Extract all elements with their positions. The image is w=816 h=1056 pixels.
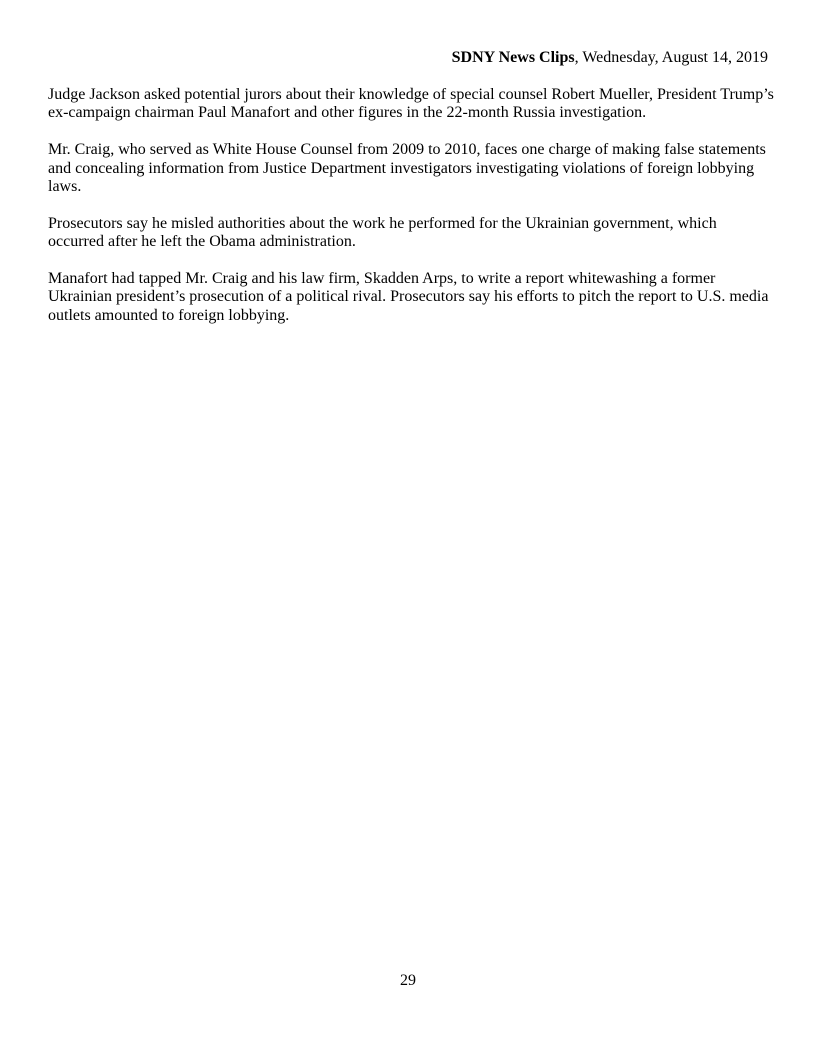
header-date: , Wednesday, August 14, 2019 — [574, 49, 768, 66]
article-body — [48, 86, 776, 344]
page-number: 29 — [400, 972, 416, 989]
article-paragraph: Mr. Craig, who served as White House Counsel from 2009 to 2010, faces one charge of making false statements and concealing information from Justice Department investigators investigating violations of foreign lobbying laws. — [48, 141, 766, 196]
article-paragraph: Manafort had tapped Mr. Craig and his law firm, Skadden Arps, to write a report whitewashing a former Ukrainian president’s prosecution of a political rival. Prosecutors say his efforts to pitch the report to U.S. media outlets amounted to foreign lobbying. — [48, 270, 769, 324]
article-paragraph: Prosecutors say he misled authorities about the work he performed for the Ukrainian government, which occurred after he left the Obama administration. — [48, 214, 717, 251]
article-paragraph: Judge Jackson asked potential jurors about their knowledge of special counsel Robert Mueller, President Trump’s ex-campaign chairman Paul Manafort and other figures in the 22-month Russia investigation. — [48, 86, 774, 122]
page-header — [452, 48, 768, 68]
publication-title: SDNY News Clips — [451, 49, 575, 66]
